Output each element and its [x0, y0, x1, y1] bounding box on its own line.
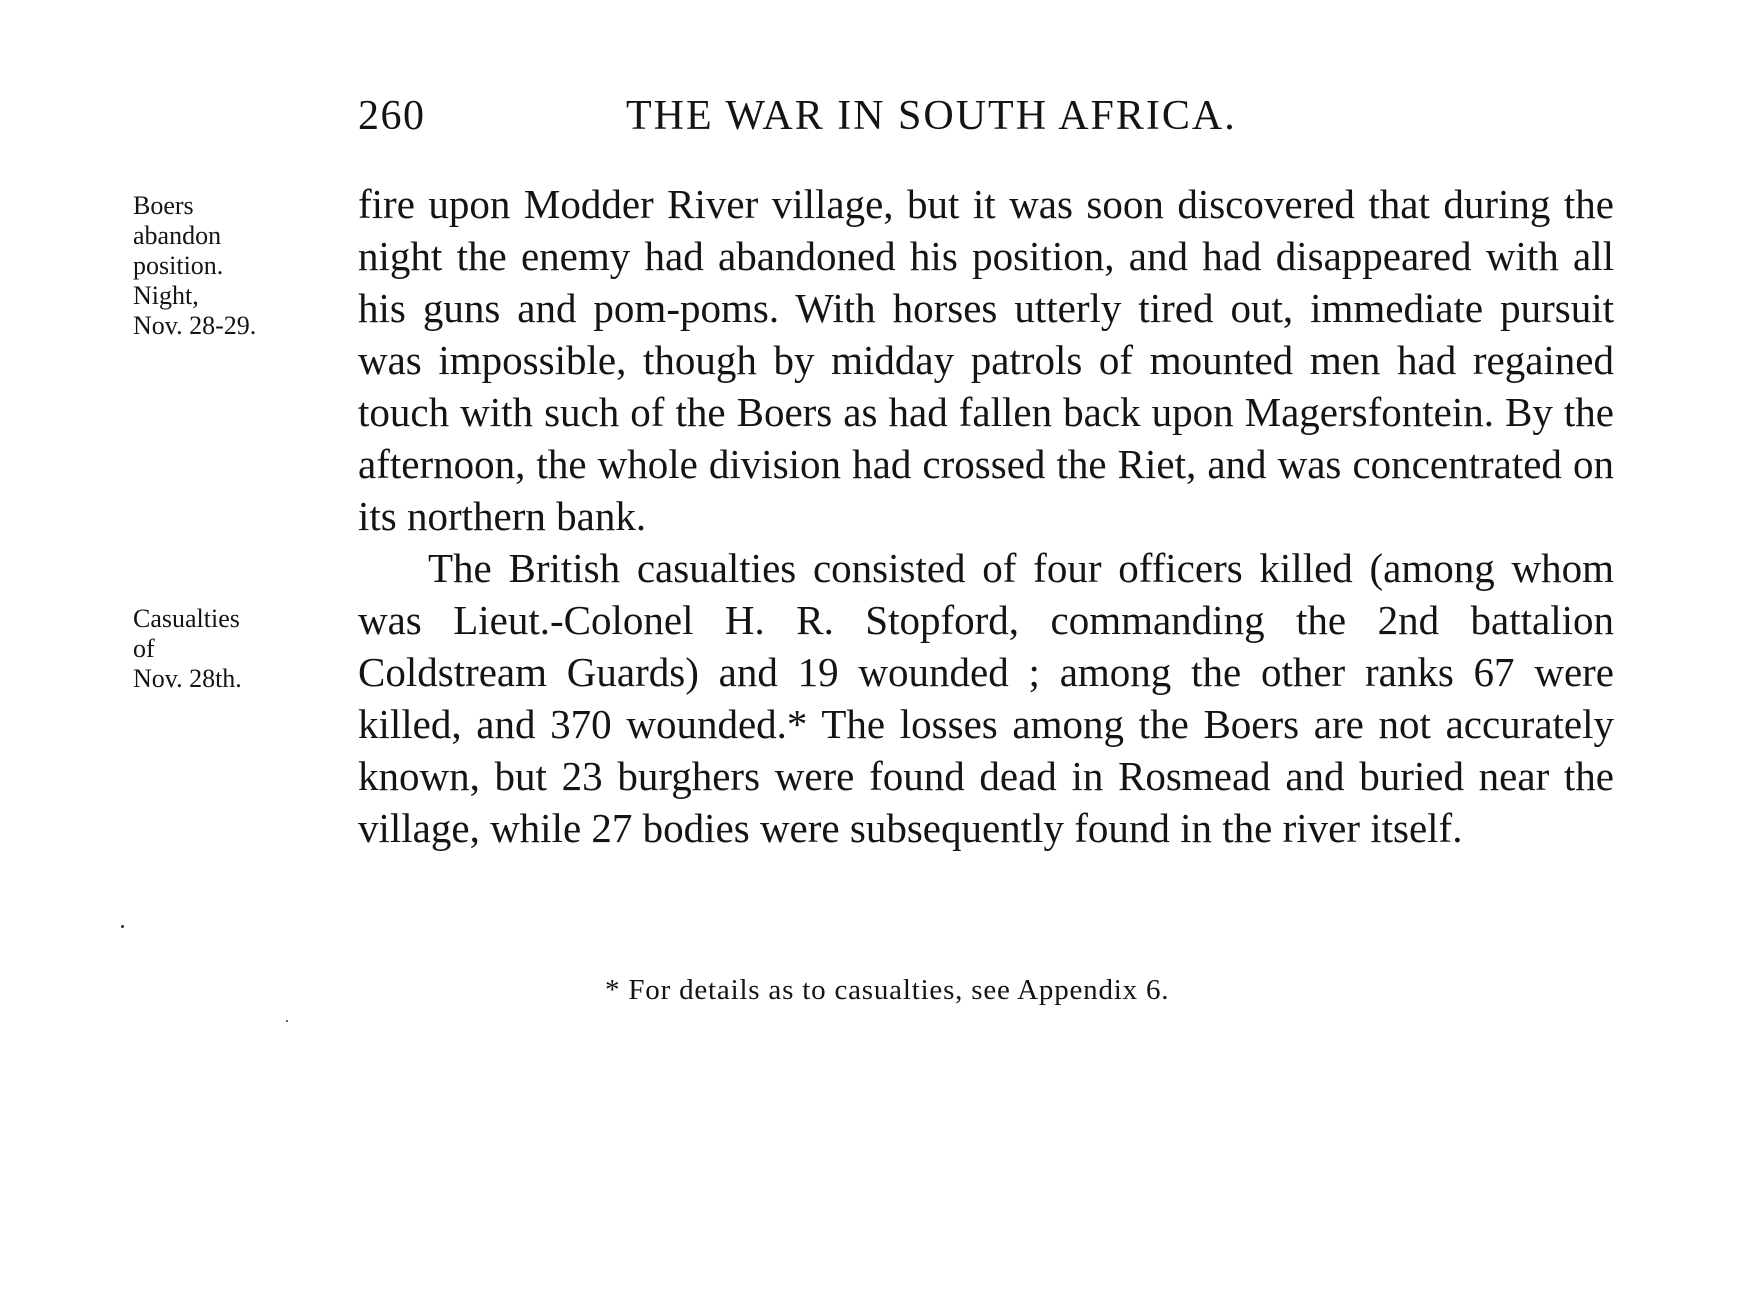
- sidenote-casualties: [133, 604, 323, 694]
- running-head: [358, 92, 1614, 142]
- sidenote-line: abandon: [133, 221, 222, 250]
- scan-speck: [121, 925, 124, 928]
- body-text: [358, 178, 1614, 854]
- footnote: * For details as to casualties, see Appendix 6.: [605, 974, 1170, 1006]
- sidenote-line: Nov. 28-29.: [133, 311, 257, 340]
- sidenote-line: Boers: [133, 191, 194, 220]
- running-title: THE WAR IN SOUTH AFRICA.: [626, 93, 1237, 139]
- sidenote-line: Casualties: [133, 604, 240, 633]
- paragraph-modder-river: fire upon Modder River village, but it was soon discovered that during the night the enemy had abandoned his position, and had disappeared with all his guns and pom-poms. With horses utterly tired out, immediate pursuit was impossible, though by midday patrols of mounted men had regained touch with such of the Boers as had fallen back upon Magersfontein. By the afternoon, the whole division had crossed the Riet, and was concentrated on its northern bank.: [358, 181, 1614, 539]
- sidenote-line: Nov. 28th.: [133, 664, 242, 693]
- sidenote-line: position.: [133, 251, 224, 280]
- scan-speck: [286, 1020, 288, 1022]
- sidenote-boers-abandon-position: [133, 191, 323, 341]
- sidenote-line: of: [133, 634, 155, 663]
- page-number: 260: [358, 93, 426, 139]
- paragraph-casualties: The British casualties consisted of four officers killed (among whom was Lieut.-Colonel H. R. Stopford, commanding the 2nd battalion Coldstream Guards) and 19 wounded ; among the other ranks 67 were killed, and 370 wounded.* The losses among the Boers are not accurately known, but 23 burghers were found dead in Rosmead and buried near the village, while 27 bodies were subsequently found in the river itself.: [358, 545, 1614, 851]
- sidenote-line: Night,: [133, 281, 199, 310]
